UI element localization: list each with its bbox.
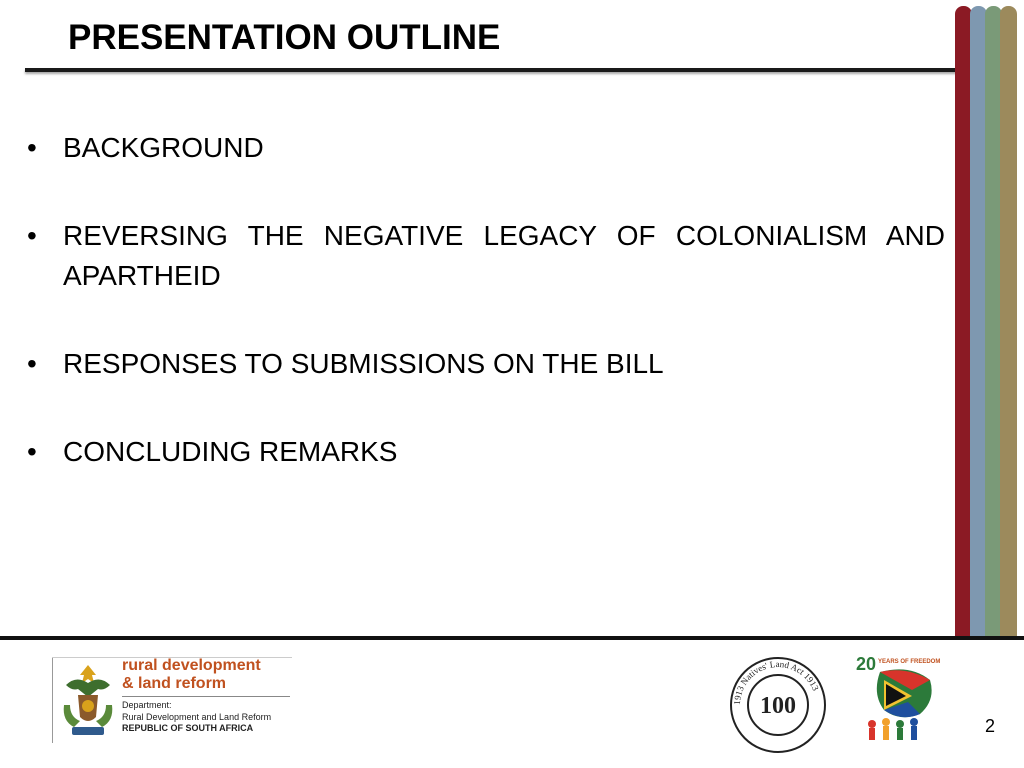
footer-divider <box>0 636 1024 640</box>
department-label: Department: <box>122 700 172 710</box>
department-name-line2: & land reform <box>122 675 227 692</box>
freedom-text: YEARS OF FREEDOM <box>878 659 941 665</box>
page-number: 2 <box>985 716 996 736</box>
outline-list <box>25 128 945 472</box>
bullet-icon: • <box>27 220 37 251</box>
list-item <box>25 128 945 168</box>
list-item <box>25 344 945 384</box>
country-name: REPUBLIC OF SOUTH AFRICA <box>122 723 254 733</box>
bullet-text: RESPONSES TO SUBMISSIONS ON THE BILL <box>63 348 664 379</box>
stripe-khaki <box>1000 6 1017 638</box>
bullet-text: BACKGROUND <box>63 132 264 163</box>
list-item <box>25 216 945 296</box>
bullet-text: CONCLUDING REMARKS <box>63 436 398 467</box>
freedom-number: 20 <box>856 654 877 674</box>
bullet-text: REVERSING THE NEGATIVE LEGACY OF COLONIALISM AND APARTHEID <box>63 220 945 291</box>
bullet-icon: • <box>27 348 37 379</box>
bullet-icon: • <box>27 436 37 467</box>
seal-number: 100 <box>760 693 796 719</box>
bullet-icon: • <box>27 132 37 163</box>
list-item <box>25 432 945 472</box>
freedom-logo-icon <box>850 650 942 750</box>
department-fullname: Rural Development and Land Reform <box>122 712 272 722</box>
department-name-line1: rural development <box>122 657 261 674</box>
department-logo <box>52 657 292 743</box>
seal-ring-text: 1913 Natives' Land Act 1913 <box>731 658 821 706</box>
centenary-seal-icon <box>728 655 828 755</box>
title-underline <box>25 68 957 72</box>
slide-title: PRESENTATION OUTLINE <box>68 18 501 57</box>
coat-of-arms-icon <box>56 661 120 739</box>
